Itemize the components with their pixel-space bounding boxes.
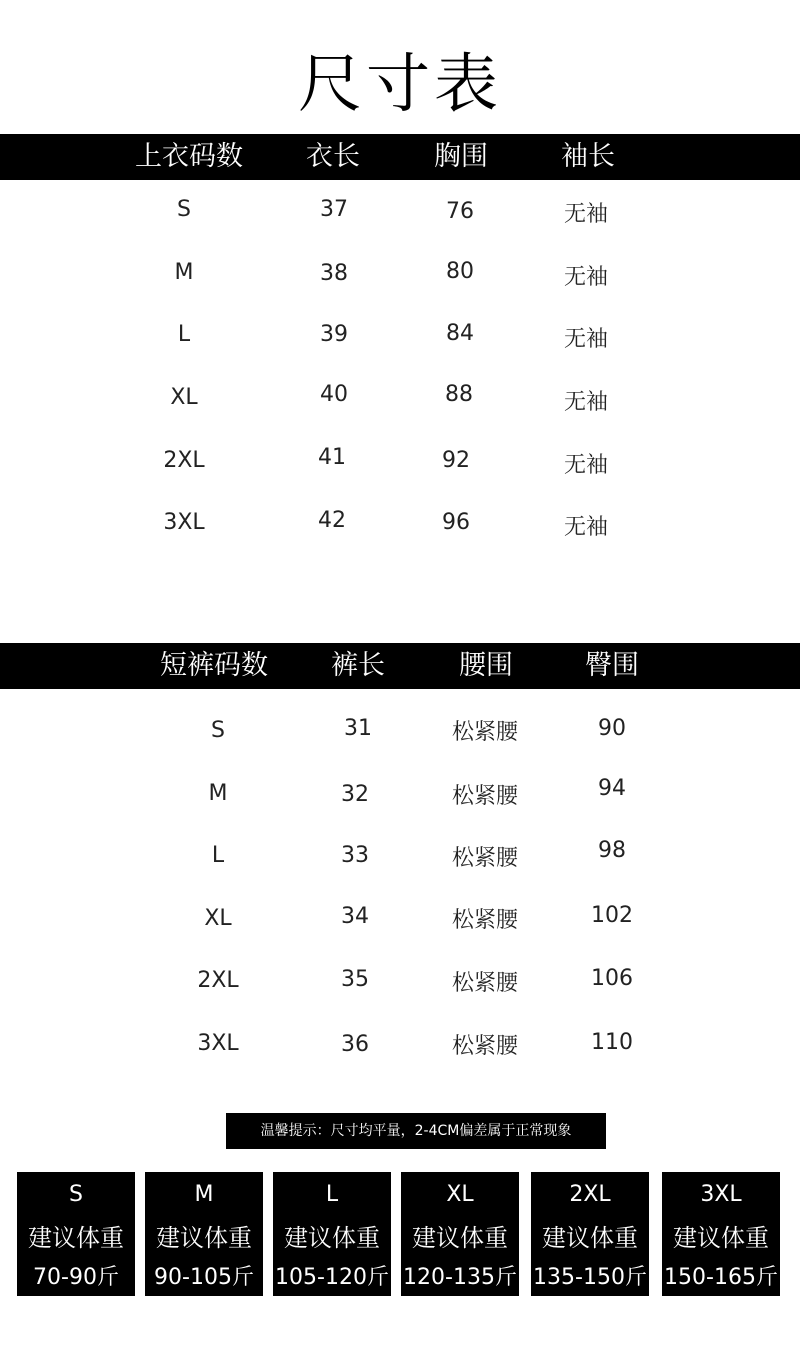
length-cell: 34 <box>341 904 369 929</box>
weight-box-s <box>17 1172 135 1296</box>
weight-range: 135-150斤 <box>533 1265 647 1290</box>
size-cell: 2XL <box>163 448 205 473</box>
size-cell: S <box>211 718 225 743</box>
size-cell: M <box>208 781 228 806</box>
chest-cell: 88 <box>445 382 473 407</box>
hip-cell: 94 <box>598 776 626 801</box>
waist-cell: 松紧腰 <box>451 784 519 809</box>
chest-cell: 92 <box>442 448 470 473</box>
sleeve-cell: 无袖 <box>563 453 609 478</box>
weight-size: 3XL <box>700 1182 742 1207</box>
hip-cell: 110 <box>591 1030 633 1055</box>
hip-cell: 98 <box>598 838 626 863</box>
header-size: 上衣码数 <box>135 141 243 172</box>
measurement-note: 温馨提示：尺寸均平量，2-4CM偏差属于正常现象 <box>226 1113 606 1149</box>
weight-box-l <box>273 1172 391 1296</box>
header-size: 短裤码数 <box>160 650 268 681</box>
weight-box-xl <box>401 1172 519 1296</box>
weight-size: L <box>325 1182 339 1207</box>
size-cell: XL <box>204 906 232 931</box>
sleeve-cell: 无袖 <box>563 327 609 352</box>
size-cell: L <box>177 322 191 347</box>
size-cell: 2XL <box>197 968 239 993</box>
length-cell: 41 <box>318 445 346 470</box>
weight-size: M <box>194 1182 214 1207</box>
length-cell: 33 <box>341 843 369 868</box>
waist-cell: 松紧腰 <box>451 1034 519 1059</box>
header-waist: 腰围 <box>459 650 513 681</box>
length-cell: 38 <box>320 261 348 286</box>
weight-size: XL <box>446 1182 474 1207</box>
weight-size: S <box>69 1182 83 1207</box>
weight-range: 70-90斤 <box>33 1265 119 1290</box>
weight-size: 2XL <box>569 1182 611 1207</box>
sleeve-cell: 无袖 <box>563 265 609 290</box>
header-hip: 臀围 <box>585 650 639 681</box>
length-cell: 39 <box>320 322 348 347</box>
size-cell: 3XL <box>197 1031 239 1056</box>
shorts-table-header <box>0 643 800 689</box>
hip-cell: 106 <box>591 966 633 991</box>
size-cell: 3XL <box>163 510 205 535</box>
size-cell: M <box>174 260 194 285</box>
length-cell: 31 <box>344 716 372 741</box>
weight-label: 建议体重 <box>284 1224 380 1252</box>
header-length: 裤长 <box>331 650 385 681</box>
chest-cell: 84 <box>446 321 474 346</box>
chest-cell: 96 <box>442 510 470 535</box>
hip-cell: 102 <box>591 903 633 928</box>
length-cell: 35 <box>341 967 369 992</box>
weight-label: 建议体重 <box>28 1224 124 1252</box>
waist-cell: 松紧腰 <box>451 908 519 933</box>
weight-range: 120-135斤 <box>403 1265 517 1290</box>
weight-box-3xl <box>662 1172 780 1296</box>
sleeve-cell: 无袖 <box>563 390 609 415</box>
weight-label: 建议体重 <box>542 1224 638 1252</box>
weight-range: 90-105斤 <box>154 1265 254 1290</box>
hip-cell: 90 <box>598 716 626 741</box>
size-cell: XL <box>170 385 198 410</box>
length-cell: 40 <box>320 382 348 407</box>
sleeve-cell: 无袖 <box>563 202 609 227</box>
chest-cell: 80 <box>446 259 474 284</box>
header-sleeve: 袖长 <box>561 141 615 172</box>
waist-cell: 松紧腰 <box>451 971 519 996</box>
waist-cell: 松紧腰 <box>451 720 519 745</box>
header-chest: 胸围 <box>434 141 488 172</box>
length-cell: 32 <box>341 782 369 807</box>
waist-cell: 松紧腰 <box>451 846 519 871</box>
weight-label: 建议体重 <box>673 1224 769 1252</box>
weight-label: 建议体重 <box>156 1224 252 1252</box>
length-cell: 37 <box>320 197 348 222</box>
page-title: 尺寸表 <box>298 48 502 122</box>
weight-box-2xl <box>531 1172 649 1296</box>
weight-box-m <box>145 1172 263 1296</box>
sleeve-cell: 无袖 <box>563 515 609 540</box>
length-cell: 36 <box>341 1032 369 1057</box>
size-cell: S <box>177 197 191 222</box>
size-cell: L <box>211 843 225 868</box>
top-table-header <box>0 134 800 180</box>
chest-cell: 76 <box>446 199 474 224</box>
length-cell: 42 <box>318 508 346 533</box>
weight-label: 建议体重 <box>412 1224 508 1252</box>
weight-range: 150-165斤 <box>664 1265 778 1290</box>
header-length: 衣长 <box>306 141 360 172</box>
weight-range: 105-120斤 <box>275 1265 389 1290</box>
